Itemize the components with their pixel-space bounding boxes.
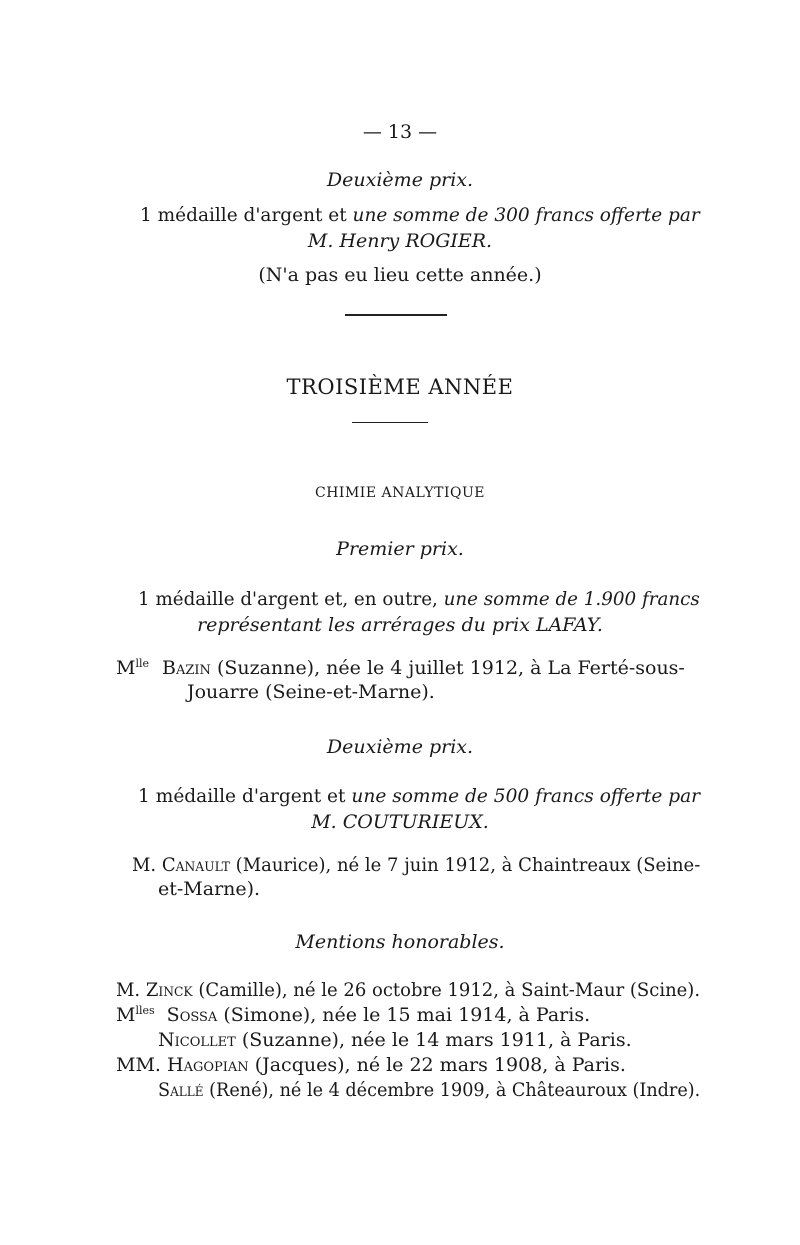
mention-details: (René), né le 4 décembre 1909, à Châteauroux (Indre). — [203, 1079, 701, 1101]
mention-details: (Simone), née le 15 mai 1914, à Paris. — [217, 1004, 591, 1026]
honorific: M. — [116, 979, 146, 1001]
award-text-italic: une somme de 1.900 francs — [443, 588, 700, 610]
award-text-plain: 1 médaille d'argent et — [138, 785, 352, 807]
winner-surname: Bazin — [162, 657, 211, 679]
honorific: M. — [132, 854, 162, 876]
subject-heading: CHIMIE ANALYTIQUE — [315, 485, 485, 501]
mention-surname: Zinck — [145, 979, 193, 1001]
award-text-line — [138, 587, 700, 611]
honorific-sup: lles — [135, 1004, 155, 1017]
winner-entry — [132, 853, 700, 877]
winner-surname: Canault — [161, 854, 230, 876]
award-text-italic: une somme de 300 francs offerte par — [352, 204, 700, 226]
winner-entry — [116, 656, 685, 680]
heading-underline — [352, 422, 428, 423]
award-text-line — [140, 203, 700, 227]
honorific: MM. — [116, 1054, 167, 1076]
prize-title-second-1: Deuxième prix. — [326, 169, 474, 191]
prize-title-second-2: Deuxième prix. — [326, 736, 474, 758]
honorific: M — [116, 657, 136, 679]
page-number: — 13 — — [362, 121, 438, 143]
winner-details-continued: Jouarre (Seine-et-Marne). — [187, 681, 435, 703]
year-heading: TROISIÈME ANNÉE — [286, 375, 514, 399]
mention-entry — [116, 1053, 626, 1077]
mention-surname: Sallé — [158, 1079, 204, 1101]
mention-entry — [158, 1078, 700, 1102]
mention-surname: Hagopian — [167, 1054, 249, 1076]
mention-surname: Nicollet — [158, 1029, 236, 1051]
prize-title-first: Premier prix. — [336, 538, 464, 560]
award-text-line-2: représentant les arrérages du prix LAFAY. — [197, 614, 603, 636]
winner-details: (Suzanne), née le 4 juillet 1912, à La Ferté-sous- — [210, 657, 685, 679]
award-donor-line: M. Henry ROGIER. — [307, 230, 493, 252]
honorific-sup: lle — [135, 657, 150, 670]
mention-details: (Jacques), né le 22 mars 1908, à Paris. — [248, 1054, 626, 1076]
winner-details-continued: et-Marne). — [158, 878, 261, 900]
award-text-plain: 1 médaille d'argent et — [140, 204, 353, 226]
not-held-note: (N'a pas eu lieu cette année.) — [258, 264, 542, 286]
mention-entry — [116, 1003, 590, 1027]
mention-entry — [116, 978, 700, 1002]
award-text-plain: 1 médaille d'argent et, en outre, — [138, 588, 444, 610]
mention-details: (Camille), né le 26 octobre 1912, à Saint-Maur (Scine). — [192, 979, 701, 1001]
award-text-line — [138, 784, 700, 808]
award-text-italic: une somme de 500 francs offerte par — [351, 785, 701, 807]
mention-surname: Sossa — [166, 1004, 218, 1026]
mention-entry — [158, 1028, 632, 1052]
mentions-title: Mentions honorables. — [295, 931, 505, 953]
honorific: M — [116, 1004, 136, 1026]
mention-details: (Suzanne), née le 14 mars 1911, à Paris. — [235, 1029, 632, 1051]
winner-details: (Maurice), né le 7 juin 1912, à Chaintreaux (Seine- — [229, 854, 701, 876]
award-donor-line: M. COUTURIEUX. — [311, 811, 489, 833]
section-divider — [345, 314, 447, 316]
